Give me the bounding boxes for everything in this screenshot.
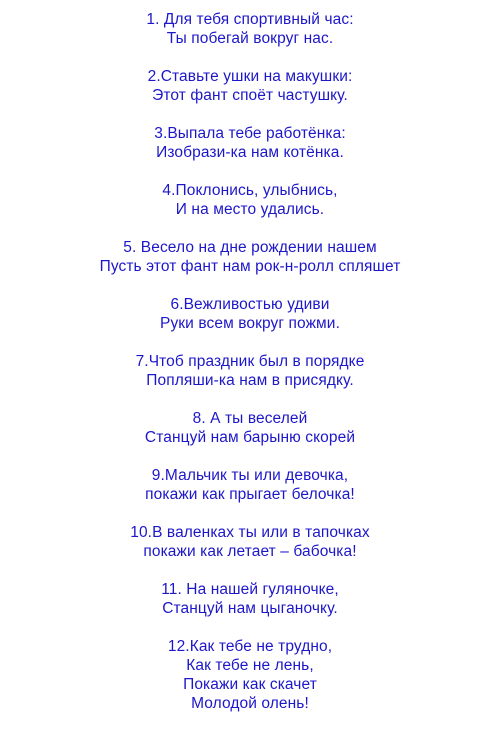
stanza-line: 7.Чтоб праздник был в порядке [135,353,365,370]
stanza-9 [0,466,500,504]
stanza-1 [0,10,500,48]
stanza-line: 11. На нашей гуляночке, [161,581,339,598]
stanza-line: Как тебе не лень, [186,657,314,674]
stanza-5 [0,238,500,276]
stanza-line: Станцуй нам цыганочку. [162,600,338,617]
stanza-3 [0,124,500,162]
stanza-line: Руки всем вокруг пожми. [160,315,340,332]
stanza-line: 1. Для тебя спортивный час: [146,11,354,28]
stanza-line: Покажи как скачет [183,676,317,693]
stanza-2 [0,67,500,105]
stanza-line: Попляши-ка нам в присядку. [146,372,354,389]
stanza-11 [0,580,500,618]
stanza-line: 6.Вежливостью удиви [170,296,330,313]
stanza-8 [0,409,500,447]
stanza-4 [0,181,500,219]
stanza-line: покажи как прыгает белочка! [145,486,355,503]
stanza-line: И на место удались. [175,201,325,218]
stanza-line: Молодой олень! [191,695,309,712]
stanza-line: Станцуй нам барыню скорей [144,429,356,446]
stanza-line: 12.Как тебе не трудно, [167,638,333,655]
stanza-line: 2.Ставьте ушки на макушки: [147,68,353,85]
stanza-10 [0,523,500,561]
stanza-7 [0,352,500,390]
stanza-line: 5. Весело на дне рождении нашем [123,239,377,256]
stanza-line: 9.Мальчик ты или девочка, [151,467,349,484]
stanza-12 [0,637,500,713]
stanza-line: 4.Поклонись, улыбнись, [162,182,338,199]
stanza-line: 3.Выпала тебе работёнка: [154,125,346,142]
stanza-line: покажи как летает – бабочка! [143,543,357,560]
stanza-6 [0,295,500,333]
stanza-line: Изобрази-ка нам котёнка. [156,144,344,161]
stanza-line: Ты побегай вокруг нас. [166,30,334,47]
stanza-line: Этот фант споёт частушку. [152,87,348,104]
stanza-line: Пусть этот фант нам рок-н-ролл спляшет [99,258,401,275]
stanza-line: 10.В валенках ты или в тапочках [130,524,370,541]
stanza-line: 8. А ты веселей [192,410,308,427]
